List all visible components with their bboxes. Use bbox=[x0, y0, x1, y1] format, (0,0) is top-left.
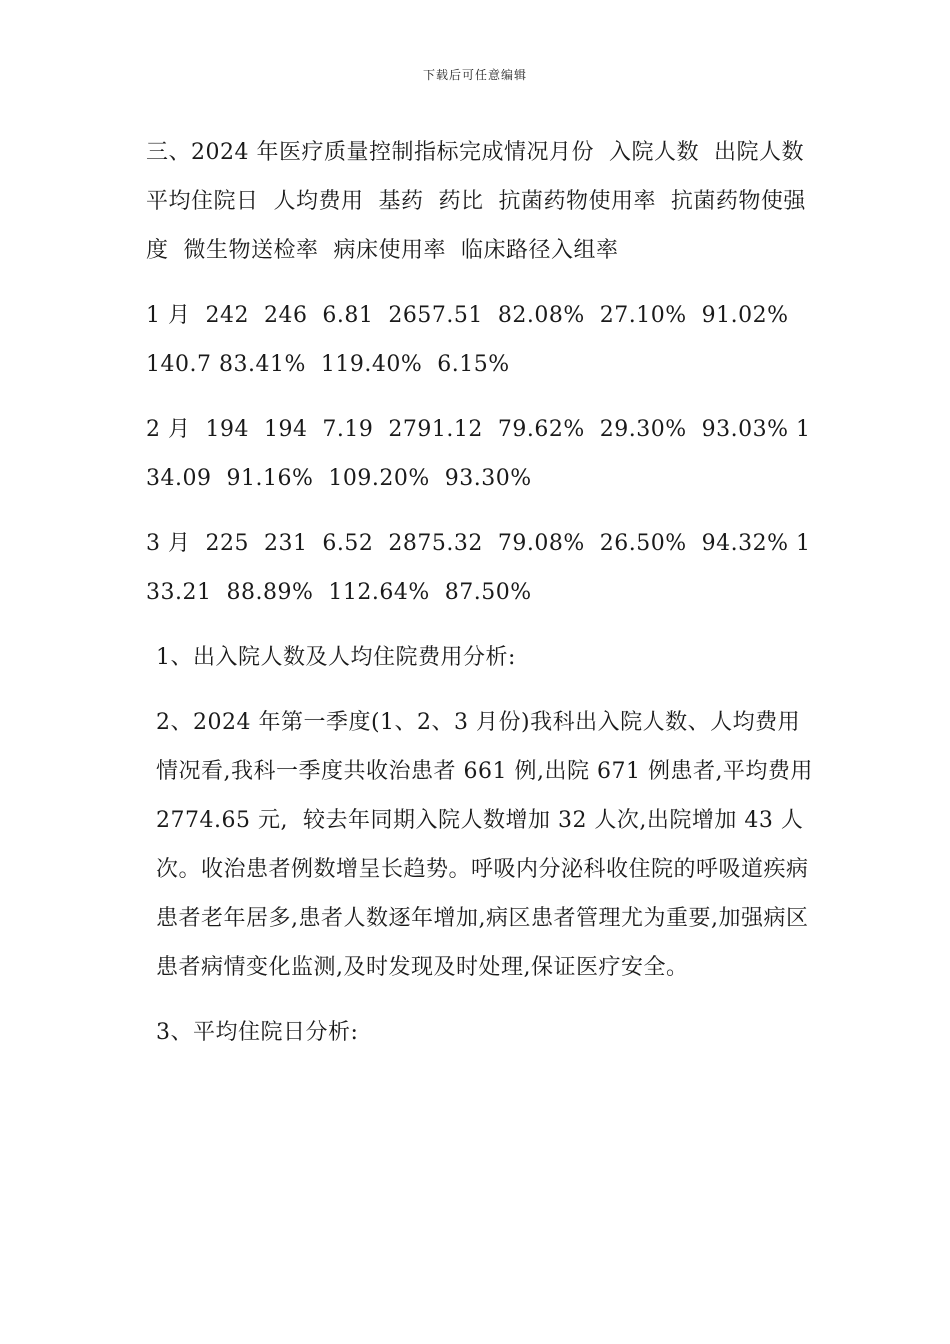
section-2-paragraph: 2、2024 年第一季度(1、2、3 月份)我科出入院人数、人均费用情况看,我科一季度共收治患者 661 例,出院 671 例患者,平均费用 2774.65 元, 较去年同期入院人数增加 32 人次,出院增加 43 人次。收治患者例数增呈长趋势。呼吸内分泌科收住院的呼吸道疾病患者老年居多,患者人数逐年增加,病区患者管理尤为重要,加强病区患者病情变化监测,及时发现及时处理,保证医疗安全。 bbox=[156, 710, 821, 980]
page-header: 下载后可任意编辑 bbox=[422, 68, 527, 82]
section-3-title: 3、平均住院日分析: bbox=[156, 1020, 359, 1045]
document-body bbox=[146, 128, 821, 1073]
indicator-heading: 三、2024 年医疗质量控制指标完成情况月份 入院人数 出院人数 平均住院日 人均费用 基药 药比 抗菌药物使用率 抗菌药物使强度 微生物送检率 病床使用率 临床路径入组率 bbox=[146, 140, 819, 263]
data-row-march: 3 月 225 231 6.52 2875.32 79.08% 26.50% 94.32% 133.21 88.89% 112.64% 87.50% bbox=[146, 531, 811, 605]
data-row-february: 2 月 194 194 7.19 2791.12 79.62% 29.30% 93.03% 134.09 91.16% 109.20% 93.30% bbox=[146, 417, 811, 491]
data-row-january: 1 月 242 246 6.81 2657.51 82.08% 27.10% 91.02% 140.7 83.41% 119.40% 6.15% bbox=[146, 303, 804, 377]
section-1-title: 1、出入院人数及人均住院费用分析: bbox=[156, 645, 516, 670]
